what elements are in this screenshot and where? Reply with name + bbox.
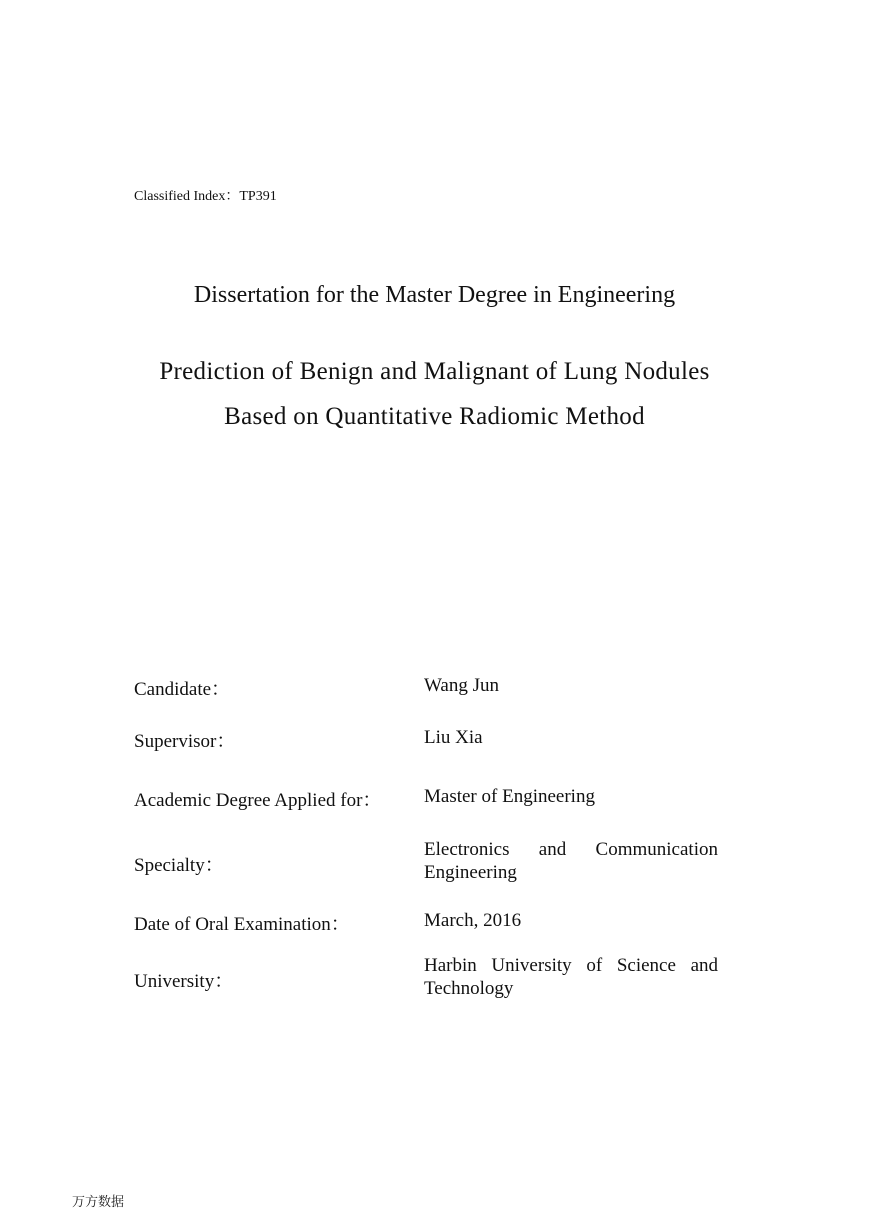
- candidate-label: Candidate：: [134, 679, 231, 700]
- date-value: March, 2016: [424, 910, 522, 931]
- degree-label: Academic Degree Applied for：: [134, 790, 382, 811]
- watermark-text: 万方数据: [72, 1195, 125, 1210]
- thesis-title-line-1: Prediction of Benign and Malignant of Lung Nodules: [159, 358, 710, 385]
- specialty-value: Electronics and Communication Engineering: [424, 839, 718, 883]
- university-label: University：: [134, 971, 234, 992]
- university-value: Harbin University of Science and Technology: [424, 955, 718, 999]
- supervisor-label: Supervisor：: [134, 731, 236, 752]
- date-label: Date of Oral Examination：: [134, 914, 350, 935]
- specialty-label: Specialty：: [134, 855, 224, 876]
- thesis-title-line-2: Based on Quantitative Radiomic Method: [224, 403, 645, 430]
- thesis-title: [0, 349, 869, 439]
- degree-title: Dissertation for the Master Degree in Engineering: [193, 282, 676, 308]
- degree-value: Master of Engineering: [424, 786, 595, 807]
- candidate-value: Wang Jun: [424, 675, 499, 696]
- supervisor-value: Liu Xia: [424, 727, 483, 748]
- classified-index: Classified Index：TP391: [134, 189, 277, 204]
